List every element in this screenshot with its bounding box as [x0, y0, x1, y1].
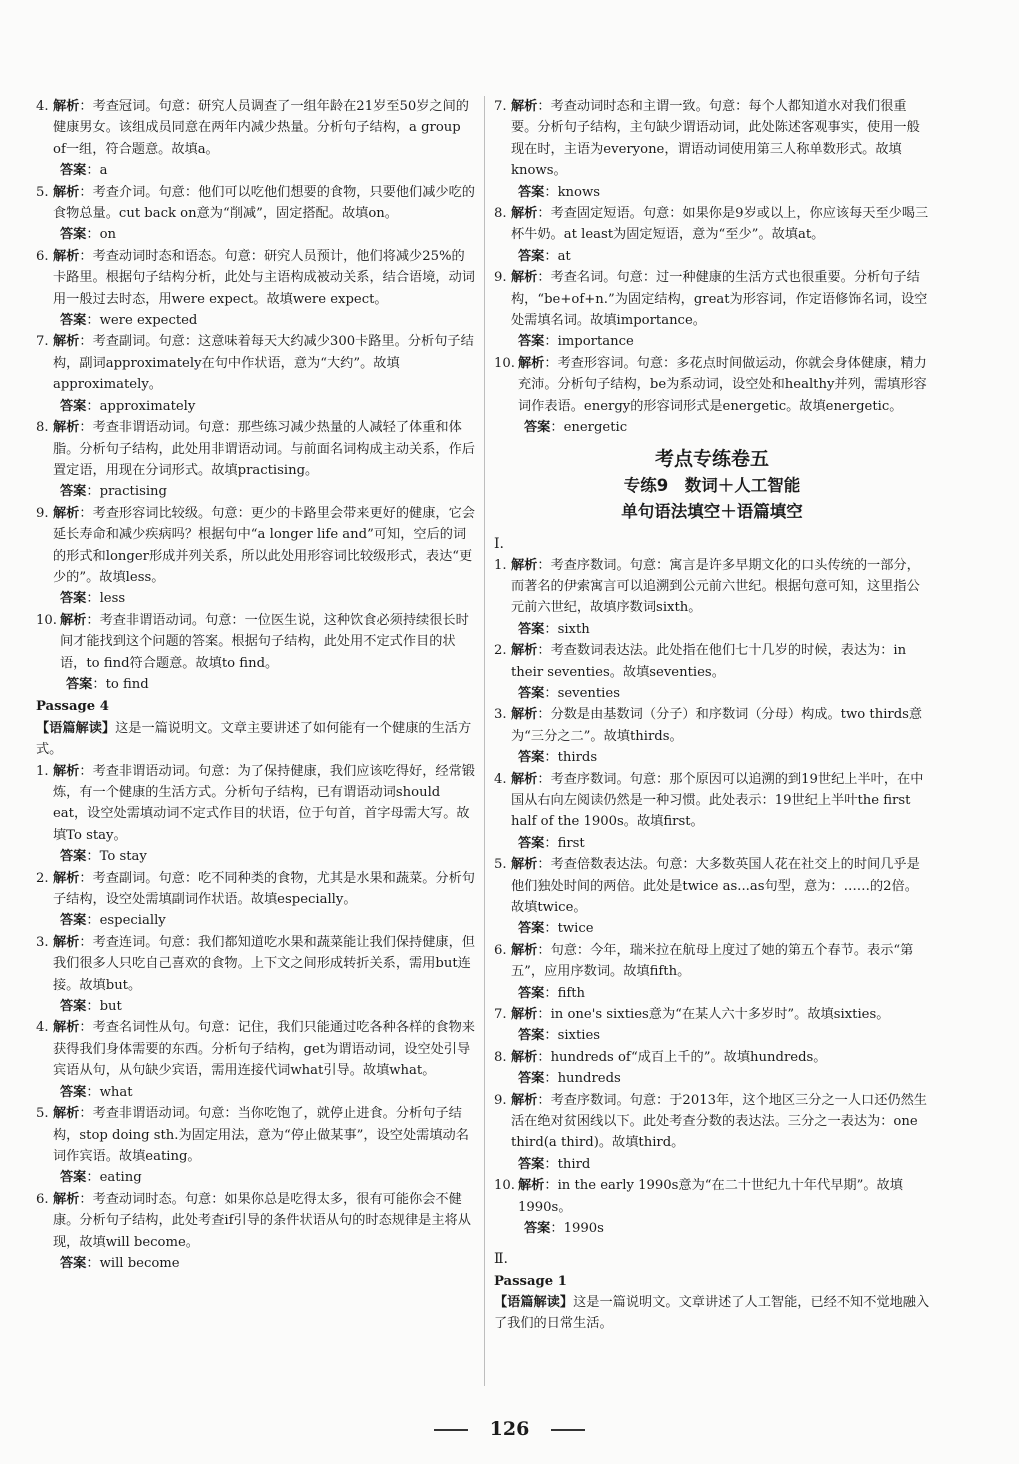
item-number: 7. [36, 334, 49, 350]
answer-value: first [557, 835, 585, 851]
answer-value: eating [99, 1170, 142, 1186]
analysis-label: 解析 [511, 99, 538, 114]
analysis-text: 考查动词时态和主谓一致。句意：每个人都知道水对我们很重要。分析句子结构，主句缺少谓语动词，此处陈述客观事实，使用一般现在时，主语为everyone，谓语动词使用第三人称单数形式。故填knows。 [511, 99, 920, 179]
analysis-label: 解析 [511, 206, 538, 222]
answer-item [36, 932, 476, 996]
analysis-text: 考查形容词比较级。句意：更少的卡路里会带来更好的健康，它会延长寿命和减少疾病吗？根据句中“a longer life and”可知，空后的词的形式和longer形成并列关系，所以此处用形容词比较级形式，表达“更少的”。故填less。 [53, 505, 475, 585]
unit-title: 考点专练卷五 [654, 447, 769, 470]
label-colon: ： [79, 763, 93, 779]
label-colon: ： [79, 934, 93, 950]
answer-label: 答案 [518, 1156, 545, 1172]
label-colon: ： [79, 1020, 93, 1036]
label-colon: ： [79, 1191, 93, 1207]
right-items-group-2 [494, 555, 930, 1240]
answer-label: 答案 [60, 913, 87, 929]
item-number: 4. [494, 771, 507, 787]
answer-value: third [557, 1156, 591, 1172]
answer-line [494, 918, 930, 939]
label-colon: ： [544, 248, 558, 264]
answer-value: knows [557, 184, 601, 200]
answer-label: 答案 [518, 921, 545, 937]
answer-item [494, 1175, 930, 1218]
item-number: 5. [494, 857, 507, 873]
answer-value: at [557, 248, 571, 264]
answer-line [36, 1082, 476, 1103]
answer-value: approximately [99, 398, 196, 414]
analysis-label: 解析 [53, 1020, 80, 1036]
answer-item [36, 1103, 476, 1167]
answer-item [494, 854, 930, 918]
answer-item [36, 331, 476, 395]
answer-value: 1990s [563, 1221, 604, 1237]
answer-line [36, 1167, 476, 1188]
answer-label: 答案 [518, 334, 545, 350]
label-colon: ： [537, 771, 551, 787]
analysis-label: 解析 [53, 420, 80, 436]
analysis-label: 解析 [511, 557, 538, 573]
footer-dash [434, 1429, 468, 1431]
answer-value: importance [557, 334, 634, 350]
label-colon: ： [537, 1007, 551, 1023]
left-items-group [36, 96, 476, 695]
label-colon: ： [86, 163, 100, 179]
label-colon: ： [79, 870, 93, 886]
answer-label: 答案 [518, 248, 545, 264]
item-number: 7. [494, 1007, 507, 1023]
label-colon: ： [544, 184, 558, 200]
answer-item [36, 1189, 476, 1253]
answer-item [36, 96, 476, 160]
analysis-text: 考查非谓语动词。句意：那些练习减少热量的人减轻了体重和体脂。分析句子结构，此处用非谓语动词。与前面名词构成主动关系，作后置定语，用现在分词形式。故填practising。 [53, 420, 475, 478]
analysis-label: 解析 [53, 334, 80, 350]
item-number: 6. [36, 248, 49, 264]
label-colon: ： [86, 227, 100, 243]
answer-label: 答案 [60, 1170, 87, 1186]
analysis-text: 考查序数词。句意：那个原因可以追溯的到19世纪上半叶，在中国从右向左阅读仍然是一种习惯。此处表示：19世纪上半叶the first half of the 1900s。故填first。 [511, 771, 924, 830]
answer-line [36, 396, 476, 417]
answer-line [494, 417, 930, 438]
answer-label: 答案 [60, 1255, 87, 1271]
label-colon: ： [86, 313, 100, 329]
item-number: 2. [36, 870, 49, 886]
answer-line [494, 833, 930, 854]
item-number: 10. [494, 355, 515, 371]
item-number: 4. [36, 1020, 49, 1036]
label-colon: ： [544, 1156, 558, 1172]
item-number: 9. [36, 505, 49, 521]
left-column [36, 96, 476, 1274]
footer-dash [551, 1429, 585, 1431]
section-label-2: Ⅱ. [494, 1250, 508, 1267]
item-number: 7. [494, 99, 507, 114]
analysis-text: 分数是由基数词（分子）和序数词（分母）构成。two thirds意为“三分之二”。故填thirds。 [511, 707, 923, 744]
item-number: 4. [36, 99, 49, 114]
answer-line [36, 1253, 476, 1274]
answer-value: fifth [557, 985, 586, 1001]
answer-label: 答案 [518, 184, 545, 200]
analysis-label: 解析 [511, 771, 538, 787]
answer-value: practising [99, 484, 167, 500]
label-colon: ： [544, 685, 558, 701]
answer-item [494, 1004, 930, 1025]
analysis-label: 解析 [511, 942, 538, 958]
analysis-label: 解析 [511, 857, 538, 873]
label-colon: ： [79, 420, 93, 436]
label-colon: ： [537, 942, 551, 958]
analysis-text: 考查倍数表达法。句意：大多数英国人花在社交上的时间几乎是他们独处时间的两倍。此处是twice as...as句型，意为：……的2倍。故填twice。 [511, 857, 920, 915]
unit-subtitle: 专练9 数词＋人工智能 [623, 475, 801, 495]
answer-value: sixties [557, 1028, 601, 1044]
answer-label: 答案 [60, 398, 87, 414]
answer-item [494, 940, 930, 983]
label-colon: ： [86, 484, 100, 500]
analysis-label: 解析 [511, 1049, 538, 1065]
answer-item [494, 555, 930, 619]
answer-line [494, 683, 930, 704]
analysis-text: 考查动词时态和语态。句意：研究人员预计，他们将减少25%的卡路里。根据句子结构分析，此处与主语构成被动关系，结合语境，动词用一般过去时态，用were expect。故填were expect。 [53, 248, 475, 307]
label-colon: ： [544, 1028, 558, 1044]
answer-item [36, 503, 476, 589]
label-colon: ： [544, 355, 558, 371]
passage-title: Passage 4 [36, 699, 109, 715]
answer-label: 答案 [60, 999, 87, 1015]
analysis-text: 考查非谓语动词。句意：为了保持健康，我们应该吃得好，经常锻炼，有一个健康的生活方式。分析句子结构，已有谓语动词should eat，设空处需填动词不定式作目的状语，位于句首，首字母需大写。故填To stay。 [53, 763, 475, 843]
answer-line [36, 588, 476, 609]
answer-line [36, 160, 476, 181]
answer-item [36, 417, 476, 481]
answer-item [36, 868, 476, 911]
answer-value: will become [99, 1255, 180, 1271]
answer-line [494, 331, 930, 352]
answer-value: twice [557, 921, 594, 937]
answer-label: 答案 [60, 484, 87, 500]
label-colon: ： [86, 913, 100, 929]
label-colon: ： [550, 1221, 564, 1237]
label-colon: ： [86, 1084, 100, 1100]
label-colon: ： [86, 612, 100, 628]
answer-line [36, 996, 476, 1017]
answer-label: 答案 [518, 685, 545, 701]
answer-value: hundreds [557, 1071, 621, 1087]
label-colon: ： [544, 985, 558, 1001]
answer-value: were expected [99, 313, 198, 329]
label-colon: ： [86, 398, 100, 414]
label-colon: ： [544, 334, 558, 350]
answer-value: seventies [557, 685, 620, 701]
item-number: 6. [494, 942, 507, 958]
answer-line [494, 1068, 930, 1089]
item-number: 6. [36, 1191, 49, 1207]
analysis-text: in the early 1990s意为“在二十世纪九十年代早期”。故填1990s。 [518, 1178, 903, 1215]
answer-value: sixth [557, 621, 590, 637]
answer-item [494, 769, 930, 833]
answer-value: a [99, 163, 108, 179]
analysis-label: 解析 [60, 612, 87, 628]
label-colon: ： [550, 420, 564, 436]
analysis-label: 解析 [511, 707, 538, 723]
answer-line [494, 182, 930, 203]
right-items-group [494, 96, 930, 439]
analysis-label: 解析 [53, 99, 80, 114]
analysis-label: 解析 [511, 643, 538, 659]
answer-value: less [99, 591, 126, 607]
analysis-label: 解析 [53, 870, 80, 886]
label-colon: ： [537, 557, 551, 573]
label-colon: ： [537, 1092, 551, 1108]
analysis-text: 考查冠词。句意：研究人员调查了一组年龄在21岁至50岁之间的健康男女。该组成员同意在两年内减少热量。分析句子结构，a group of一组，符合题意。故填a。 [53, 99, 469, 157]
analysis-label: 解析 [53, 934, 80, 950]
label-colon: ： [86, 1255, 100, 1271]
label-colon: ： [537, 206, 551, 222]
answer-label: 答案 [518, 621, 545, 637]
analysis-label: 解析 [511, 1092, 538, 1108]
answer-line [36, 481, 476, 502]
label-colon: ： [79, 184, 93, 200]
analysis-label: 解析 [53, 1191, 80, 1207]
analysis-label: 解析 [518, 355, 545, 371]
answer-label: 答案 [518, 835, 545, 851]
item-number: 10. [36, 612, 57, 628]
label-colon: ： [86, 1170, 100, 1186]
answer-value: what [99, 1084, 133, 1100]
answer-label: 答案 [60, 163, 87, 179]
answer-item [494, 353, 930, 417]
analysis-text: 考查非谓语动词。句意：一位医生说，这种饮食必须持续很长时间才能找到这个问题的答案。根据句子结构，此处用不定式作目的状语，to find符合题意。故填to find。 [60, 612, 469, 671]
answer-line [494, 1154, 930, 1175]
analysis-text: 考查连词。句意：我们都知道吃水果和蔬菜能让我们保持健康，但我们很多人只吃自己喜欢的食物。上下文之间形成转折关系，需用but连接。故填but。 [53, 934, 475, 993]
analysis-text: hundreds of“成百上千的”。故填hundreds。 [550, 1049, 827, 1065]
answer-item [494, 1047, 930, 1068]
item-number: 10. [494, 1178, 515, 1194]
analysis-text: 考查副词。句意：吃不同种类的食物，尤其是水果和蔬菜。分析句子结构，设空处需填副词作状语。故填especially。 [53, 870, 475, 908]
label-colon: ： [86, 999, 100, 1015]
label-colon: ： [537, 707, 551, 723]
answer-line [36, 846, 476, 867]
answer-label: 答案 [524, 420, 551, 436]
label-colon: ： [537, 1049, 551, 1065]
answer-line [36, 674, 476, 695]
analysis-text: 考查名词性从句。句意：记住，我们只能通过吃各种各样的食物来获得我们身体需要的东西。分析句子结构，get为谓语动词，设空处引导宾语从句，从句缺少宾语，需用连接代词what引导。故填what。 [53, 1020, 475, 1079]
column-divider [484, 96, 485, 1386]
reading-summary-2 [494, 1292, 930, 1335]
analysis-label: 解析 [53, 505, 80, 521]
label-colon: ： [92, 676, 106, 692]
label-colon: ： [86, 849, 100, 865]
label-colon: ： [544, 835, 558, 851]
answer-value: thirds [557, 750, 598, 766]
answer-label: 答案 [60, 591, 87, 607]
label-colon: ： [79, 99, 93, 114]
reading-label: 【语篇解读】 [36, 720, 116, 736]
label-colon: ： [544, 921, 558, 937]
analysis-text: 考查介词。句意：他们可以吃他们想要的食物，只要他们减少吃的食物总量。cut back on意为“削减”，固定搭配。故填on。 [53, 184, 475, 222]
answer-value: To stay [99, 849, 147, 865]
answer-label: 答案 [66, 676, 93, 692]
analysis-label: 解析 [518, 1178, 545, 1194]
reading-text: 这是一篇说明文。文章讲述了人工智能，已经不知不觉地融入了我们的日常生活。 [494, 1294, 930, 1332]
item-number: 1. [494, 557, 507, 573]
answer-line [494, 246, 930, 267]
analysis-label: 解析 [511, 1007, 538, 1023]
answer-label: 答案 [60, 227, 87, 243]
item-number: 1. [36, 763, 49, 779]
unit-subtitle-2: 单句语法填空＋语篇填空 [621, 501, 803, 521]
answer-item [494, 640, 930, 683]
left-items-group-2 [36, 761, 476, 1275]
analysis-text: 考查固定短语。句意：如果你是9岁或以上，你应该每天至少喝三杯牛奶。at least为固定短语，意为“至少”。故填at。 [511, 206, 929, 243]
answer-item [494, 203, 930, 246]
answer-value: especially [99, 913, 166, 929]
answer-item [36, 1017, 476, 1081]
analysis-label: 解析 [511, 270, 538, 286]
item-number: 9. [494, 270, 507, 286]
item-number: 8. [494, 206, 507, 222]
label-colon: ： [79, 248, 93, 264]
answer-label: 答案 [60, 313, 87, 329]
answer-label: 答案 [524, 1221, 551, 1237]
answer-label: 答案 [518, 1071, 545, 1087]
answer-value: energetic [563, 420, 628, 436]
label-colon: ： [537, 643, 551, 659]
answer-item [36, 246, 476, 310]
analysis-label: 解析 [53, 1106, 80, 1122]
item-number: 3. [494, 707, 507, 723]
answer-value: but [99, 999, 122, 1015]
answer-line [494, 1218, 930, 1239]
answer-label: 答案 [518, 985, 545, 1001]
answer-line [36, 910, 476, 931]
analysis-text: 句意：今年，瑞米拉在航母上度过了她的第五个春节。表示“第五”，应用序数词。故填fifth。 [511, 942, 914, 980]
reading-text: 这是一篇说明文。文章主要讲述了如何能有一个健康的生活方式。 [36, 720, 472, 758]
answer-item [494, 96, 930, 182]
answer-label: 答案 [60, 849, 87, 865]
item-number: 8. [494, 1049, 507, 1065]
label-colon: ： [79, 334, 93, 350]
label-colon: ： [537, 270, 551, 286]
item-number: 9. [494, 1092, 507, 1108]
answer-item [494, 704, 930, 747]
analysis-text: 考查序数词。句意：寓言是许多早期文化的口头传统的一部分，而著名的伊索寓言可以追溯到公元前六世纪。根据句意可知，这里指公元前六世纪，故填序数词sixth。 [511, 557, 920, 616]
answer-line [36, 310, 476, 331]
page-footer [0, 1418, 1019, 1440]
analysis-text: 考查非谓语动词。句意：当你吃饱了，就停止进食。分析句子结构，stop doing sth.为固定用法，意为“停止做某事”，设空处需填动名词作宾语。故填eating。 [53, 1106, 469, 1164]
item-number: 5. [36, 184, 49, 200]
analysis-label: 解析 [53, 184, 80, 200]
analysis-text: in one's sixties意为“在某人六十多岁时”。故填sixties。 [550, 1007, 890, 1023]
answer-item [36, 610, 476, 674]
answer-item [36, 761, 476, 847]
label-colon: ： [537, 857, 551, 873]
label-colon: ： [79, 505, 93, 521]
label-colon: ： [544, 750, 558, 766]
label-colon: ： [544, 1178, 558, 1194]
label-colon: ： [537, 99, 551, 114]
item-number: 5. [36, 1106, 49, 1122]
analysis-label: 解析 [53, 248, 80, 264]
analysis-text: 考查动词时态。句意：如果你总是吃得太多，很有可能你会不健康。分析句子结构，此处考查if引导的条件状语从句的时态规律是主将从现，故填will become。 [53, 1191, 471, 1250]
analysis-text: 考查副词。句意：这意味着每天大约减少300卡路里。分析句子结构，副词approximately在句中作状语，意为“大约”。故填approximately。 [53, 334, 474, 393]
answer-line [494, 983, 930, 1004]
label-colon: ： [86, 591, 100, 607]
analysis-text: 考查数词表达法。此处指在他们七十几岁的时候，表达为：in their seventies。故填seventies。 [511, 643, 907, 680]
answer-item [494, 1090, 930, 1154]
answer-line [494, 1025, 930, 1046]
label-colon: ： [544, 621, 558, 637]
label-colon: ： [544, 1071, 558, 1087]
passage-title-2: Passage 1 [494, 1273, 567, 1289]
answer-value: to find [105, 676, 149, 692]
answer-line [36, 224, 476, 245]
reading-label: 【语篇解读】 [494, 1294, 574, 1310]
analysis-text: 考查名词。句意：过一种健康的生活方式也很重要。分析句子结构，“be+of+n.”为固定结构，great为形容词，作定语修饰名词，设空处需填名词。故填importance。 [511, 270, 928, 329]
answer-item [36, 182, 476, 225]
answer-label: 答案 [60, 1084, 87, 1100]
analysis-text: 考查形容词。句意：多花点时间做运动，你就会身体健康，精力充沛。分析句子结构，be为系动词，设空处和healthy并列，需填形容词作表语。energy的形容词形式是energetic。故填energetic。 [518, 355, 927, 414]
answer-label: 答案 [518, 1028, 545, 1044]
item-number: 2. [494, 643, 507, 659]
answer-value: on [99, 227, 116, 243]
answer-line [494, 619, 930, 640]
analysis-label: 解析 [53, 763, 80, 779]
page-number: 126 [489, 1418, 530, 1440]
label-colon: ： [79, 1106, 93, 1122]
reading-summary [36, 718, 476, 761]
answer-line [494, 747, 930, 768]
item-number: 8. [36, 420, 49, 436]
analysis-text: 考查序数词。句意：于2013年，这个地区三分之一人口还仍然生活在绝对贫困线以下。此处考查分数的表达法。三分之一表达为：one third(a third)。故填third。 [511, 1092, 927, 1151]
section-label: Ⅰ. [494, 535, 504, 552]
answer-item [494, 267, 930, 331]
item-number: 3. [36, 934, 49, 950]
answer-label: 答案 [518, 750, 545, 766]
right-column [494, 96, 930, 1335]
